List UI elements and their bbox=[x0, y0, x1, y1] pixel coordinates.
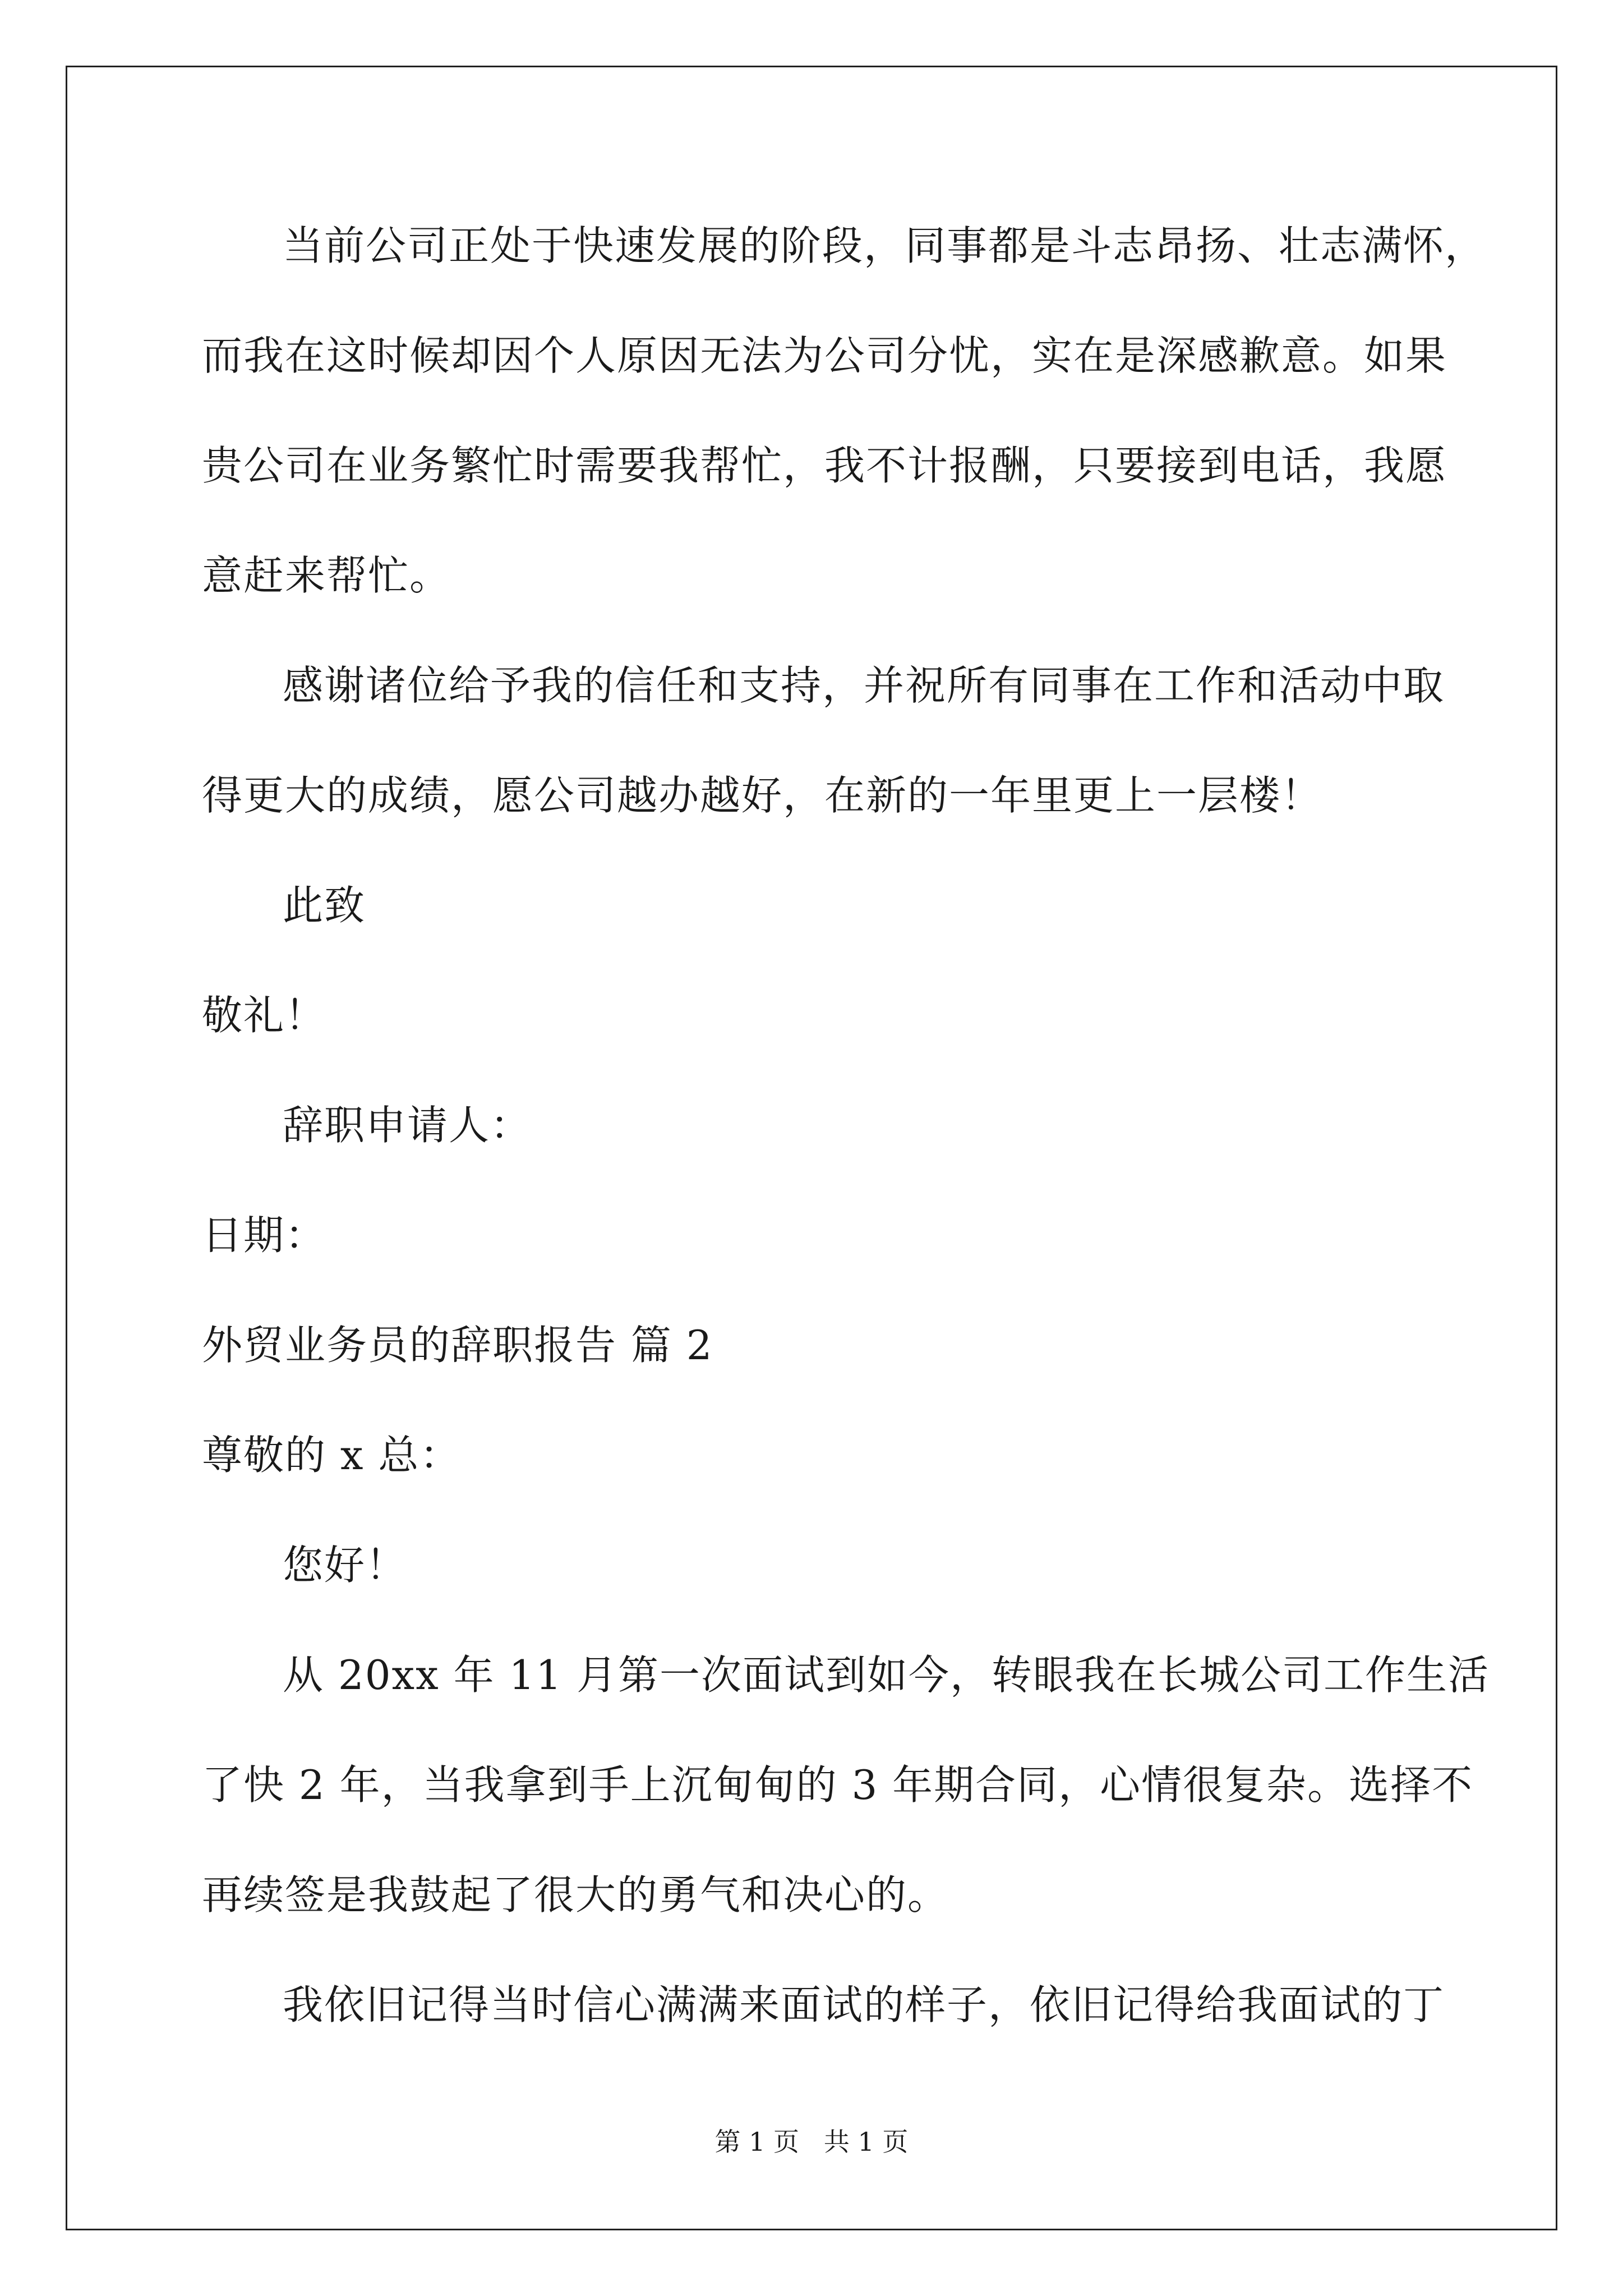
date-label: 日期： bbox=[202, 1212, 327, 1259]
text-line: 意赶来帮忙。 bbox=[202, 552, 451, 599]
text-line: 当前公司正处于快速发展的阶段，同事都是斗志昂扬、壮志满怀， bbox=[283, 222, 1487, 269]
addressee: 尊敬的 x 总： bbox=[202, 1432, 462, 1479]
text-line: 得更大的成绩，愿公司越办越好，在新的一年里更上一层楼！ bbox=[202, 772, 1323, 819]
section-title: 外贸业务员的辞职报告 篇 2 bbox=[202, 1322, 713, 1369]
text-line: 贵公司在业务繁忙时需要我帮忙，我不计报酬，只要接到电话，我愿 bbox=[202, 442, 1447, 489]
applicant-label: 辞职申请人： bbox=[283, 1102, 532, 1149]
text-line: 从 20xx 年 11 月第一次面试到如今，转眼我在长城公司工作生活 bbox=[283, 1651, 1490, 1699]
text-line: 了快 2 年，当我拿到手上沉甸甸的 3 年期合同，心情很复杂。选择不 bbox=[202, 1761, 1474, 1809]
document-body bbox=[202, 191, 1490, 2060]
text-line: 感谢诸位给予我的信任和支持，并祝所有同事在工作和活动中取 bbox=[283, 662, 1445, 709]
closing-regards: 敬礼！ bbox=[202, 992, 327, 1039]
page-number-footer: 第 1 页 共 1 页 bbox=[714, 2127, 909, 2157]
text-line: 而我在这时候却因个人原因无法为公司分忧，实在是深感歉意。如果 bbox=[202, 332, 1447, 379]
text-line: 我依旧记得当时信心满满来面试的样子，依旧记得给我面试的丁 bbox=[283, 1981, 1445, 2028]
greeting: 您好！ bbox=[283, 1542, 408, 1589]
text-line: 再续签是我鼓起了很大的勇气和决心的。 bbox=[202, 1871, 949, 1918]
closing-salutation: 此致 bbox=[283, 882, 366, 929]
